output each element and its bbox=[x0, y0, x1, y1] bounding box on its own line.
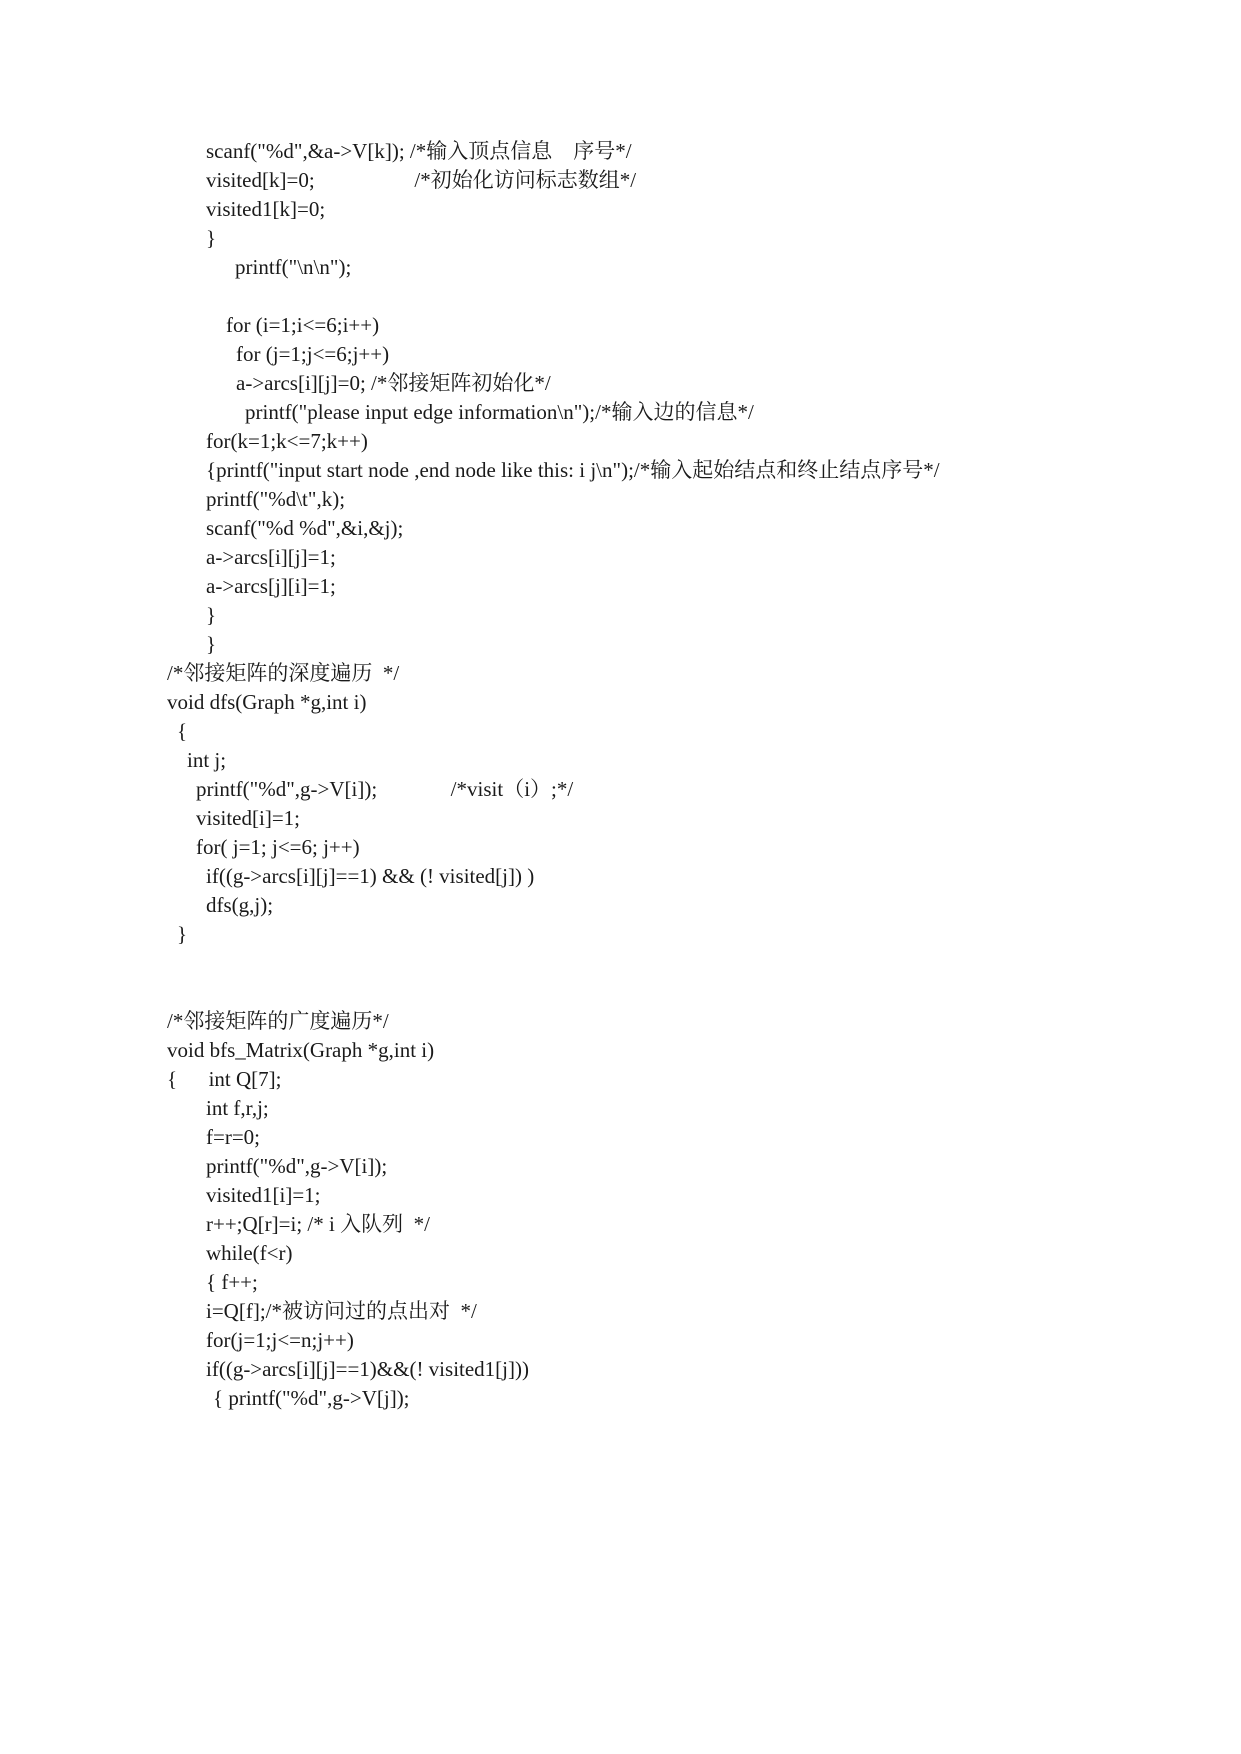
code-line: int j; bbox=[187, 748, 227, 772]
code-line: {printf("input start node ,end node like this: i j\n");/*输入起始结点和终止结点序号*/ bbox=[206, 458, 940, 482]
code-line: if((g->arcs[i][j]==1) && (! visited[j]) ) bbox=[206, 864, 535, 888]
code-line: /*邻接矩阵的深度遍历 */ bbox=[167, 661, 400, 685]
code-line: scanf("%d",&a->V[k]); /*输入顶点信息 序号*/ bbox=[206, 139, 632, 163]
code-line: void dfs(Graph *g,int i) bbox=[167, 690, 367, 714]
code-line: } bbox=[206, 632, 217, 656]
code-line: { int Q[7]; bbox=[167, 1067, 282, 1091]
code-line: a->arcs[j][i]=1; bbox=[206, 574, 336, 598]
code-line: for (i=1;i<=6;i++) bbox=[226, 313, 380, 337]
code-line: printf("please input edge information\n");/*输入边的信息*/ bbox=[245, 400, 754, 424]
code-line: int f,r,j; bbox=[206, 1096, 269, 1120]
code-line: visited1[k]=0; bbox=[206, 197, 326, 221]
code-line: } bbox=[177, 922, 188, 946]
code-line: if((g->arcs[i][j]==1)&&(! visited1[j])) bbox=[206, 1357, 529, 1381]
code-line: scanf("%d %d",&i,&j); bbox=[206, 516, 404, 540]
code-line: visited[i]=1; bbox=[196, 806, 300, 830]
code-line: a->arcs[i][j]=0; /*邻接矩阵初始化*/ bbox=[236, 371, 551, 395]
code-line: { bbox=[177, 719, 188, 743]
code-line: { printf("%d",g->V[j]); bbox=[213, 1386, 410, 1410]
code-line: dfs(g,j); bbox=[206, 893, 274, 917]
code-line: } bbox=[206, 226, 217, 250]
code-line: visited[k]=0; /*初始化访问标志数组*/ bbox=[206, 168, 637, 192]
code-line: f=r=0; bbox=[206, 1125, 261, 1149]
code-line: } bbox=[206, 603, 217, 627]
code-line: /*邻接矩阵的广度遍历*/ bbox=[167, 1009, 389, 1033]
code-line: for(j=1;j<=n;j++) bbox=[206, 1328, 354, 1352]
code-line: a->arcs[i][j]=1; bbox=[206, 545, 336, 569]
code-line: printf("\n\n"); bbox=[235, 255, 352, 279]
code-line: void bfs_Matrix(Graph *g,int i) bbox=[167, 1038, 435, 1062]
code-line: while(f<r) bbox=[206, 1241, 293, 1265]
code-line: printf("%d",g->V[i]); bbox=[206, 1154, 388, 1178]
code-line: printf("%d",g->V[i]); /*visit（i）;*/ bbox=[196, 777, 574, 801]
code-line: r++;Q[r]=i; /* i 入队列 */ bbox=[206, 1212, 430, 1236]
code-line: i=Q[f];/*被访问过的点出对 */ bbox=[206, 1299, 477, 1323]
code-line: { f++; bbox=[206, 1270, 258, 1294]
code-line: for(k=1;k<=7;k++) bbox=[206, 429, 368, 453]
code-line: visited1[i]=1; bbox=[206, 1183, 321, 1207]
code-line: printf("%d\t",k); bbox=[206, 487, 346, 511]
code-line: for (j=1;j<=6;j++) bbox=[236, 342, 390, 366]
code-line: for( j=1; j<=6; j++) bbox=[196, 835, 360, 859]
